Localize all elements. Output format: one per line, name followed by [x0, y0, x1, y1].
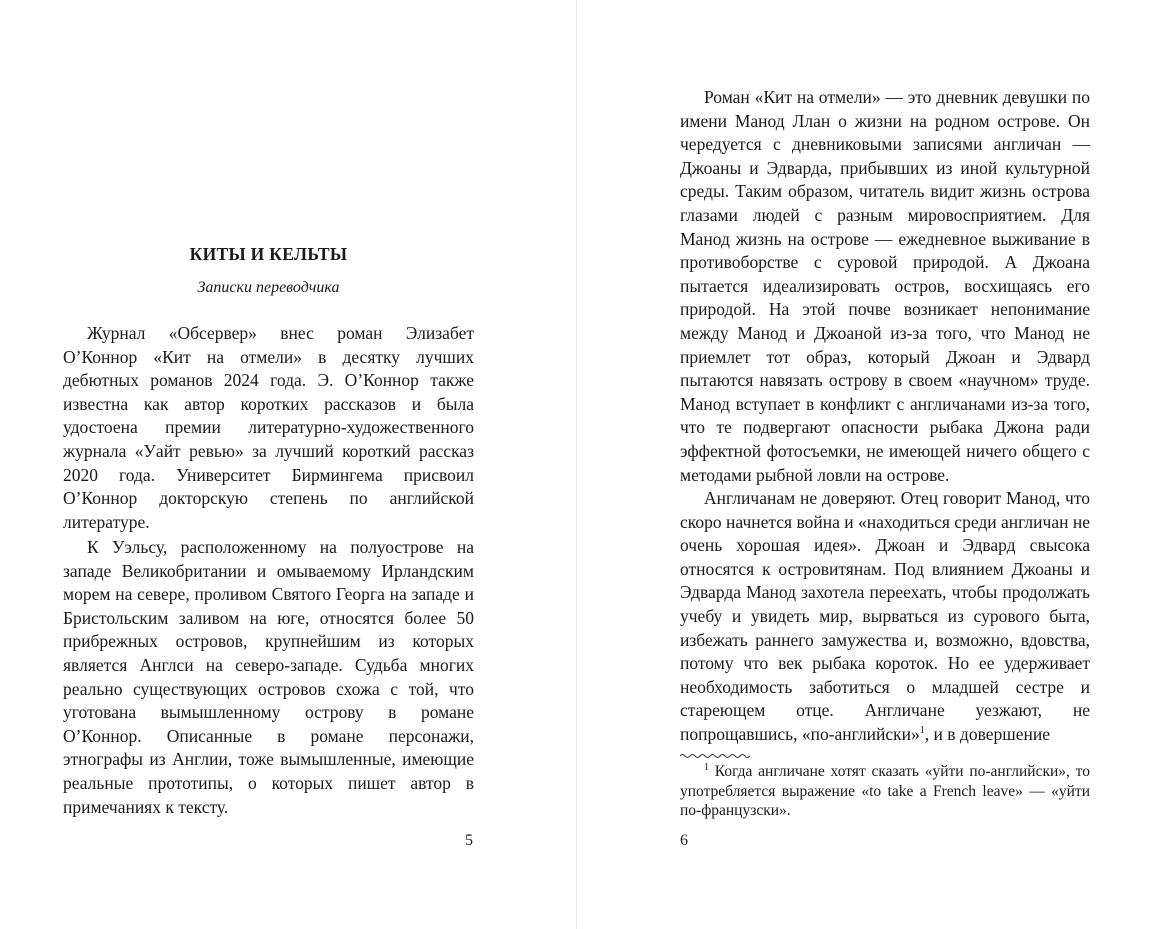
chapter-subtitle: Записки переводчика — [197, 279, 340, 296]
left-paragraph-1-block — [63, 322, 474, 534]
right-paragraph-2-text: Англичанам не доверяют. Отец говорит Манод, что скоро начнется война и «находиться среди англичан не очень хорошая идея». Джоан и Эдвард свысока относятся к островитянам. Под влиянием Джоаны и Эдварда Манод захотела переехать, чтобы продолжать учебу и увидеть мир, вырваться из сурового быта, избежать раннего замужества и, возможно, вдовства, потому что век рыбака короток. Но ее удерживает необходимость заботиться о младшей сестре и стареющем отце. Англичане уезжают, не попрощавшись, «по-английски» — [680, 488, 1090, 745]
page-number-right: 6 — [680, 832, 688, 849]
right-paragraph-2-tail: , и в довершение — [924, 724, 1050, 745]
footnote-text: Когда англичане хотят сказать «уйти по-английски», то употребляется выражение «to take a French leave» — «уйти по-французски». — [680, 763, 1090, 819]
right-paragraph-1: Роман «Кит на отмели» — это дневник девушки по имени Манод Ллан о жизни на родном острове. Он чередуется с дневниковыми записями англичан — Джоаны и Эдварда, прибывших из иной культурной среды. Таким образом, читатель видит жизнь острова глазами людей с разным мировосприятием. Для Манод жизнь на острове — ежедневное выживание в противоборстве с суровой природой. А Джоана пытается идеализировать остров, восхищаясь его природой. На этой почве возникает непонимание между Манод и Джоаной из-за того, что Манод не приемлет тот образ, который Джоан и Эдвард пытаются навязать острову в своем «научном» труде. Манод вступает в конфликт с англичанами из-за того, что те подвергают опасности рыбака Джона ради эффектной фотосъемки, не имеющей ничего общего с методами рыбной ловли на острове. — [680, 87, 1090, 485]
footnote-mark: 1 — [704, 761, 709, 773]
left-paragraph-2-block — [63, 536, 474, 819]
right-body-block — [680, 86, 1090, 747]
right-page — [577, 0, 1154, 929]
left-paragraph-1: Журнал «Обсервер» внес роман Элизабет О’Коннор «Кит на отмели» в десятку лучших дебютных романов 2024 года. Э. О’Коннор также известна как автор коротких рассказов и была удостоена премии литературно-художественного журнала «Уайт ревью» за лучший короткий рассказ 2020 года. Университет Бирмингема присвоил О’Коннор докторскую степень по английской литературе. — [63, 323, 474, 532]
left-page — [0, 0, 576, 929]
footnote — [680, 762, 1090, 821]
page-number-left: 5 — [465, 832, 473, 849]
footnote-reference[interactable]: 1 — [919, 725, 925, 737]
footnote-separator — [680, 751, 750, 761]
left-paragraph-2: К Уэльсу, расположенному на полуострове на западе Великобритании и омываемому Ирландским морем на севере, проливом Святого Георга на западе и Бристольским заливом на юге, относятся более 50 прибрежных островов, крупнейшим из которых является Англси на северо-западе. Судьба многих реально существующих островов схожа с той, что уготована вымышленному острову в романе О’Коннор. Описанные в романе персонажи, этнографы из Англии, тоже вымышленные, имеющие реальные прототипы, о которых пишет автор в примечаниях к тексту. — [63, 537, 474, 817]
chapter-title: КИТЫ И КЕЛЬТЫ — [189, 244, 348, 264]
footnote-paragraph — [680, 762, 1090, 821]
right-paragraph-2 — [680, 487, 1090, 747]
